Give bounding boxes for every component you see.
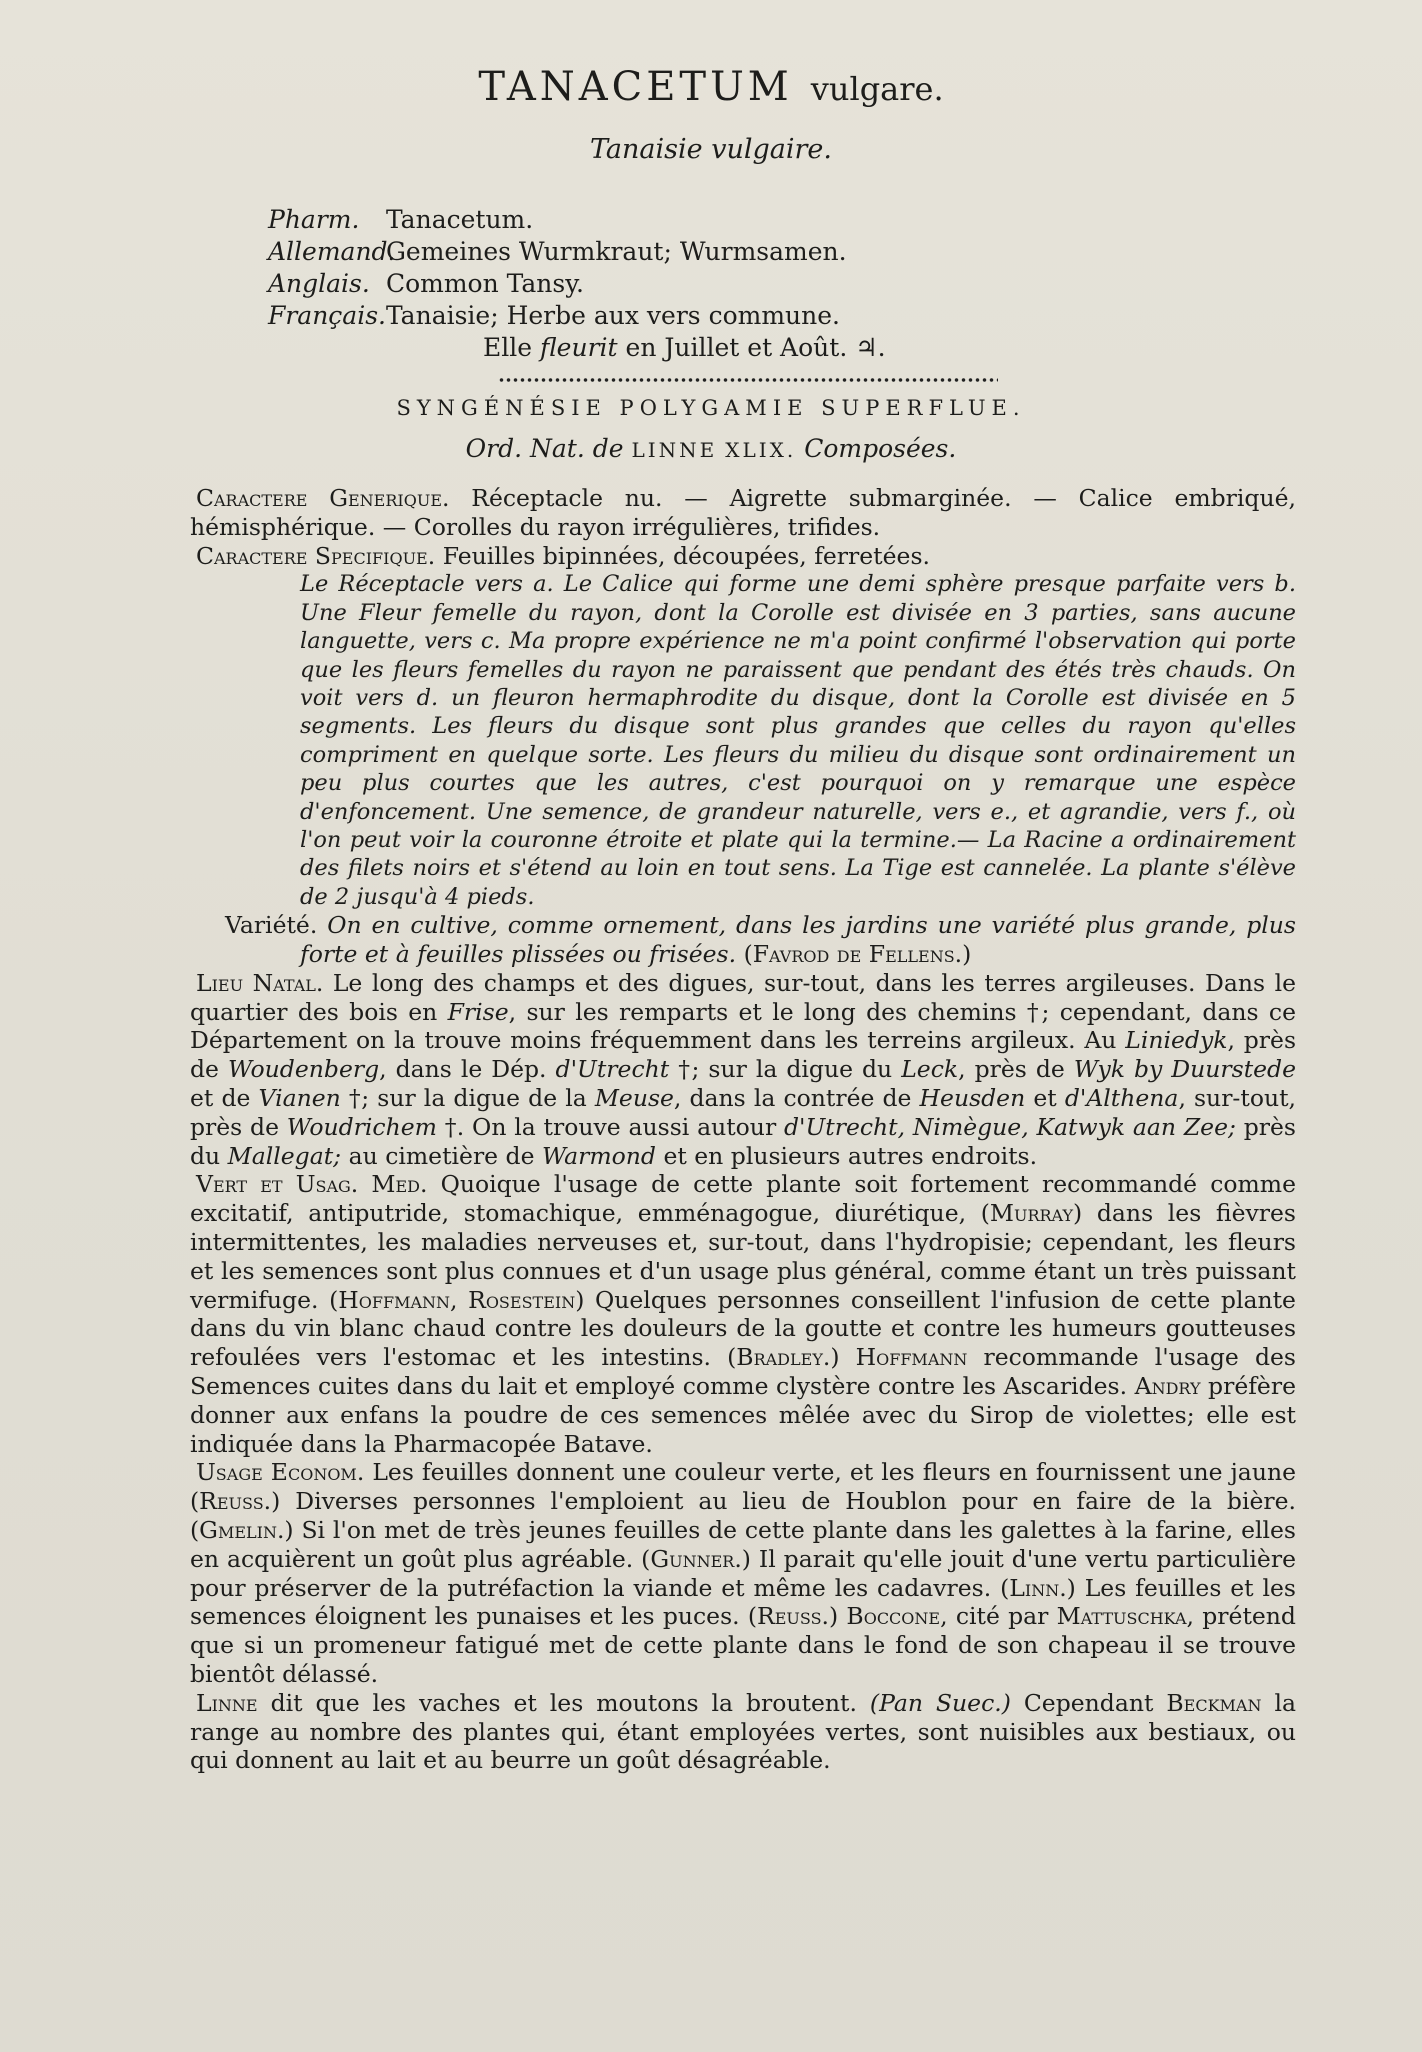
name-label: Français.	[268, 301, 386, 330]
habitat-paragraph: Lieu Natal. Le long des champs et des digues, sur-tout, dans les terres argileuses. Dans le quartier des bois en Frise, sur les remparts et le long des chemins †; cependant, dans ce Département on la trouve moins fréquemment dans les terreins argileux. Au Liniedyk, près de Woudenberg, dans le Dép. d'Utrecht †; sur la digue du Leck, près de Wyk by Duurstede et de Vianen †; sur la digue de la Meuse, dans la contrée de Heusden et d'Althena, sur-tout, près de Woudrichem †. On la trouve aussi autour d'Utrecht, Nimègue, Katwyk aan Zee; près du Mallegat; au cimetière de Warmond et en plusieurs autres endroits.	[190, 968, 1297, 1170]
generic-character: Caractere Generique. Réceptacle nu. — Aigrette submarginée. — Calice embriqué, hémisphérique. — Corolles du rayon irrégulières, trifides.	[190, 484, 1296, 541]
french-name: Tanaisie vulgaire.	[590, 134, 832, 165]
name-row	[268, 268, 968, 300]
name-value: Gemeines Wurmkraut; Wurmsamen.	[385, 237, 847, 266]
genus-name: TANACETUM	[478, 64, 793, 110]
description-paragraph: Le Réceptacle vers a. Le Calice qui forme une demi sphère presque parfaite vers b. Une Fleur femelle du rayon, dont la Corolle est divisée en 3 parties, sans aucune languette, vers c. Ma propre expérience ne m'a point confirmé l'observation qui porte que les fleurs femelles du rayon ne paraissent que pendant des étés très chauds. On voit vers d. un fleuron hermaphrodite du disque, dont la Corolle est divisée en 5 segments. Les fleurs du disque sont plus grandes que celles du rayon qu'elles compriment en quelque sorte. Les fleurs du milieu du disque sont ordinairement un peu plus courtes que les autres, c'est pourquoi on y remarque une espèce d'enfoncement. Une semence, de grandeur naturelle, vers e., et agrandie, vers f., où l'on peut voir la couronne étroite et plate qui la termine.— La Racine a ordinairement des filets noirs et s'étend au loin en tout sens. La Tige est cannelée. La plante s'élève de 2 jusqu'à 4 pieds.	[300, 571, 1296, 910]
species-name: vulgare.	[810, 70, 944, 108]
variety-paragraph: Variété. On en cultive, comme ornement, dans les jardins une variété plus grande, plus forte et à feuilles plissées ou frisées. (Favrod de Fellens.)	[225, 911, 1296, 969]
final-paragraph: Linne dit que les vaches et les moutons la broutent. (Pan Suec.) Cependant Beckman la range au nombre des plantes qui, étant employées vertes, sont nuisibles aux bestiaux, ou qui donnent au lait et au beurre un goût désagréable.	[190, 1688, 1296, 1775]
name-row	[268, 236, 968, 268]
vernacular-names	[268, 204, 968, 364]
name-row	[268, 204, 968, 236]
dotted-divider	[498, 376, 998, 384]
name-value: Common Tansy.	[385, 269, 584, 298]
name-label: Allemand.	[268, 237, 396, 266]
name-label: Pharm.	[268, 205, 360, 234]
specific-character: Caractere Specifique. Feuilles bipinnées, découpées, ferretées.	[196, 541, 930, 570]
name-label: Anglais.	[268, 269, 370, 298]
name-row	[268, 300, 968, 332]
economic-uses-paragraph: Usage Econom. Les feuilles donnent une couleur verte, et les fleurs en fournissent une jaune (Reuss.) Diverses personnes l'emploient au lieu de Houblon pour en faire de la bière. (Gmelin.) Si l'on met de très jeunes feuilles de cette plante dans les galettes à la farine, elles en acquièrent un goût plus agréable. (Gunner.) Il parait qu'elle jouit d'une vertu particulière pour préserver de la putréfaction la viande et même les cadavres. (Linn.) Les feuilles et les semences éloignent les punaises et les puces. (Reuss.) Boccone, cité par Mattuschka, prétend que si un promeneur fatigué met de cette plante dans le fond de son chapeau il se trouve bientôt délassé.	[190, 1458, 1296, 1688]
main-text	[190, 484, 1296, 1775]
flowering-time: Elle fleurit en Juillet et Août. ♃.	[483, 333, 886, 362]
medical-uses-paragraph: Vert et Usag. Med. Quoique l'usage de cette plante soit fortement recommandé comme excitatif, antiputride, stomachique, emménagogue, diurétique, (Murray) dans les fièvres intermittentes, les maladies nerveuses et, sur-tout, dans l'hydropisie; cependant, les fleurs et les semences sont plus connues et d'un usage plus général, comme étant un très puissant vermifuge. (Hoffmann, Rosestein) Quelques personnes conseillent l'infusion de cette plante dans du vin blanc chaud contre les douleurs de la goutte et contre les humeurs goutteuses refoulées vers l'estomac et les intestins. (Bradley.) Hoffmann recommande l'usage des Semences cuites dans du lait et employé comme clystère contre les Ascarides. Andry préfère donner aux enfans la poudre de ces semences mêlée avec du Sirop de violettes; elle est indiquée dans la Pharmacopée Batave.	[190, 1170, 1296, 1458]
name-value: Tanaisie; Herbe aux vers commune.	[385, 301, 840, 330]
natural-order: Ord. Nat. de LINNE XLIX. Composées.	[465, 434, 957, 463]
page-title	[0, 64, 1422, 110]
name-value: Tanacetum.	[385, 205, 534, 234]
linnaean-class: SYNGÉNÉSIE POLYGAMIE SUPERFLUE.	[396, 396, 1026, 420]
